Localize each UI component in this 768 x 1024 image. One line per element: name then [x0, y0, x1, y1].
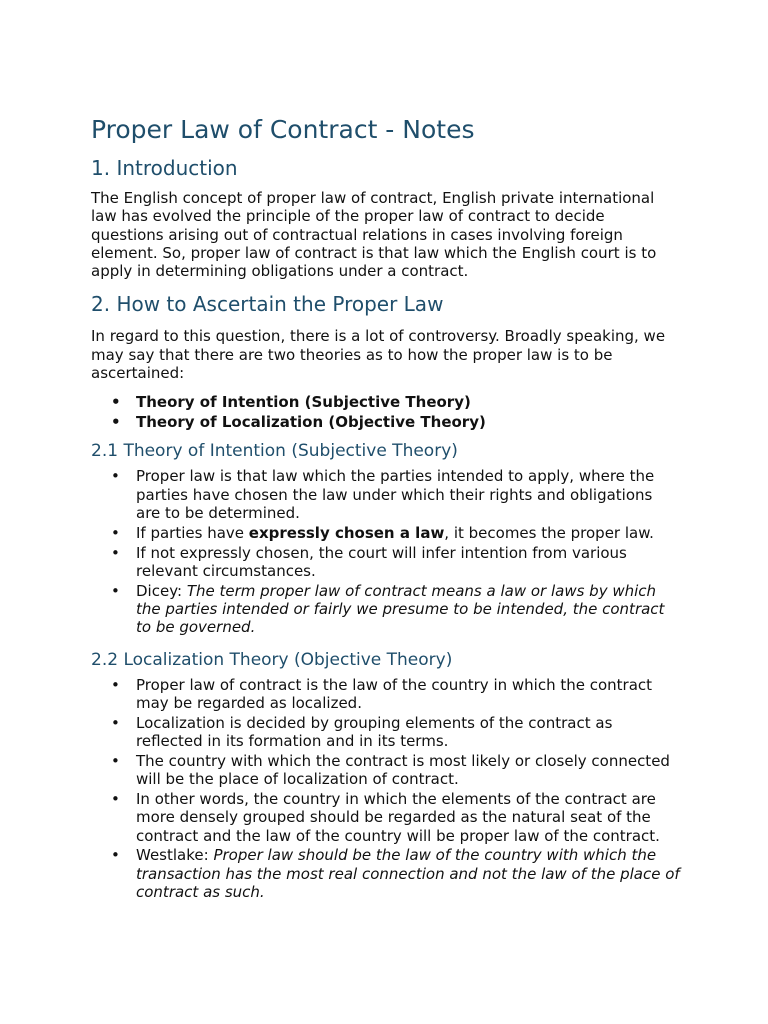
list-item: • Theory of Intention (Subjective Theory)	[91, 393, 681, 411]
list-item: • Localization is decided by grouping elements of the contract as reflected in its formation and in its terms.	[91, 714, 681, 751]
emphasis-text: expressly chosen a law	[248, 523, 445, 542]
page-title: Proper Law of Contract - Notes	[91, 115, 475, 144]
item-text: If parties have	[136, 523, 249, 542]
quote-author: Westlake:	[136, 846, 214, 865]
quote-text: The term proper law of contract means a law or laws by which the parties intended or fairly we presume to be intended, the contract to be governed.	[136, 581, 665, 637]
list-item: • Proper law is that law which the parties intended to apply, where the parties have chosen the law under which their rights and obligations are to be determined.	[91, 467, 681, 522]
document-page	[91, 112, 681, 903]
localization-list	[91, 676, 681, 902]
section-heading-ascertain: 2. How to Ascertain the Proper Law	[91, 292, 444, 317]
list-item	[91, 524, 681, 542]
list-item	[91, 846, 681, 901]
list-item: • Proper law of contract is the law of the country in which the contract may be regarded as localized.	[91, 676, 681, 713]
item-text: , it becomes the proper law.	[444, 523, 654, 542]
intention-list	[91, 467, 681, 636]
list-item: • Theory of Localization (Objective Theory)	[91, 413, 681, 431]
introduction-paragraph: The English concept of proper law of contract, English private international law has evolved the principle of the proper law of contract to decide questions arising out of contractual relations in cases involving foreign element. So, proper law of contract is that law which the English court is to apply in determining obligations under a contract.	[91, 189, 657, 281]
list-item: • The country with which the contract is most likely or closely connected will be the place of localization of contract.	[91, 752, 681, 789]
ascertain-paragraph: In regard to this question, there is a lot of controversy. Broadly speaking, we may say that there are two theories as to how the proper law is to be ascertained:	[91, 327, 666, 383]
subsection-heading-intention: 2.1 Theory of Intention (Subjective Theory)	[91, 441, 458, 462]
theories-list	[91, 393, 681, 431]
list-item: • In other words, the country in which the elements of the contract are more densely grouped should be regarded as the natural seat of the contract and the law of the country will be proper law of the contract.	[91, 790, 681, 845]
quote-text: Proper law should be the law of the country with which the transaction has the most real connection and not the law of the place of contract as such.	[136, 846, 680, 901]
list-item: • If not expressly chosen, the court will infer intention from various relevant circumstances.	[91, 544, 681, 581]
quote-author: Dicey:	[136, 581, 187, 600]
section-heading-introduction: 1. Introduction	[91, 156, 238, 180]
list-item	[91, 582, 681, 637]
subsection-heading-localization: 2.2 Localization Theory (Objective Theory)	[91, 649, 453, 670]
